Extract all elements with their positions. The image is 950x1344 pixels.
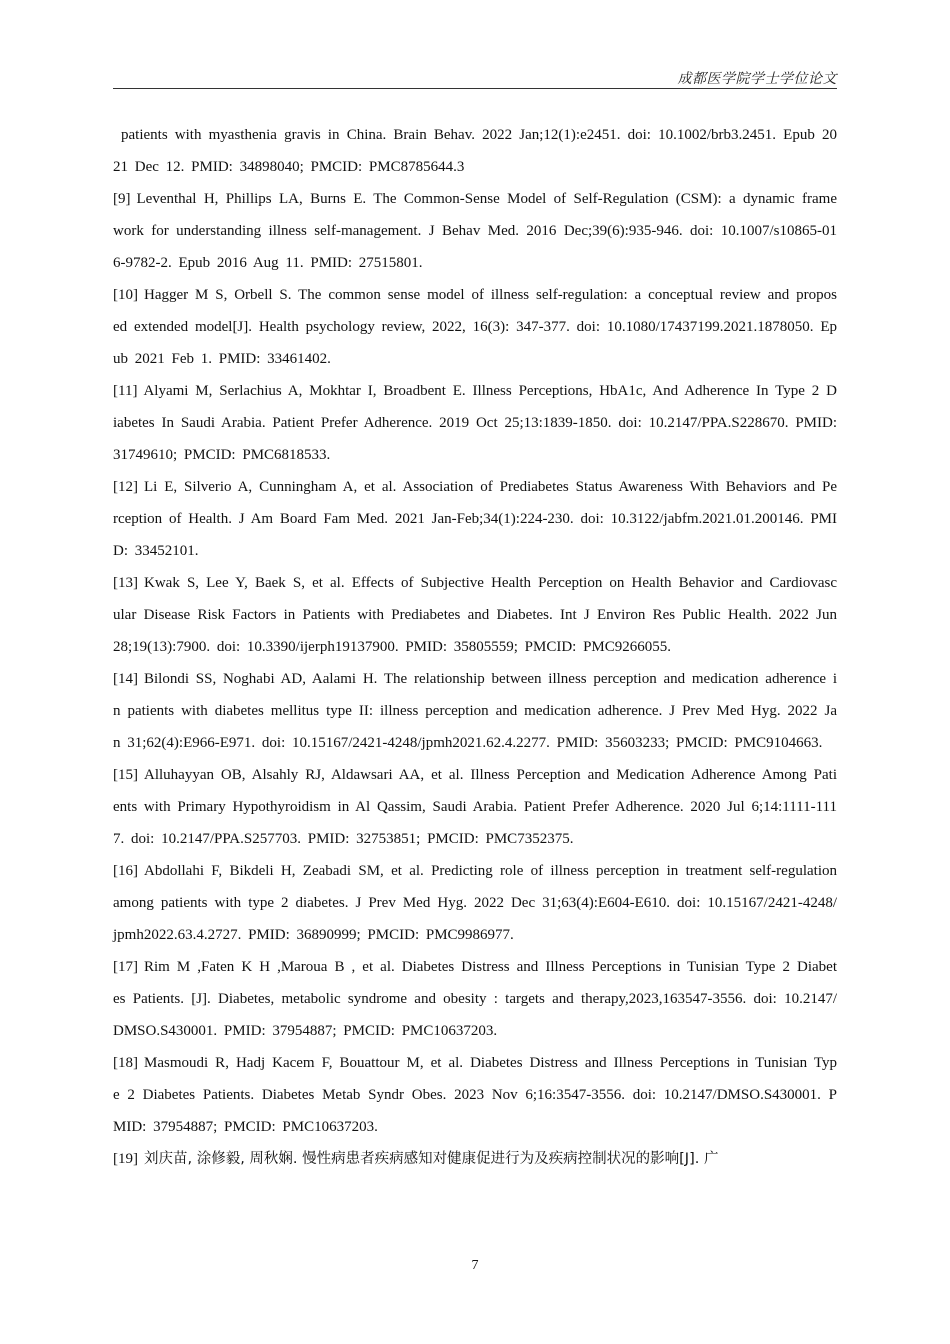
reference-text: Rim M ,Faten K H ,Maroua B , et al. Diabetes Distress and Illness Perceptions in Tunisian Type 2 Diabetes Patients. [J]. Diabetes, metabolic syndrome and obesity : targets and therapy,2023,163547-3556. doi: 10.2147/DMSO.S430001. PMID: 37954887; PMCID: PMC10637203. — [113, 959, 837, 1039]
reference-item — [113, 119, 837, 183]
reference-item — [113, 375, 837, 471]
reference-text: Bilondi SS, Noghabi AD, Aalami H. The relationship between illness perception and medication adherence in patients with diabetes mellitus type II: illness perception and medication adherence. J Prev Med Hyg. 2022 Jan 31;62(4):E966-E971. doi: 10.15167/2421-4248/jpmh2021.62.4.2277. PMID: 35603233; PMCID: PMC9104663. — [113, 671, 837, 751]
reference-text: 刘庆苗, 涂修毅, 周秋娴. 慢性病患者疾病感知对健康促进行为及疾病控制状况的影响[J]. 广 — [144, 1151, 719, 1167]
reference-number: [10] — [113, 287, 138, 303]
reference-number: [18] — [113, 1055, 138, 1071]
reference-item — [113, 567, 837, 663]
reference-number: [14] — [113, 671, 138, 687]
page-number: 7 — [471, 1258, 479, 1273]
reference-text: Li E, Silverio A, Cunningham A, et al. Association of Prediabetes Status Awareness With Behaviors and Perception of Health. J Am Board Fam Med. 2021 Jan-Feb;34(1):224-230. doi: 10.3122/jabfm.2021.01.200146. PMID: 33452101. — [113, 479, 837, 559]
reference-number: [17] — [113, 959, 138, 975]
reference-number: [16] — [113, 863, 138, 879]
reference-item — [113, 663, 837, 759]
reference-item — [113, 1143, 837, 1175]
reference-item — [113, 759, 837, 855]
reference-item — [113, 279, 837, 375]
reference-item — [113, 471, 837, 567]
reference-text: Kwak S, Lee Y, Baek S, et al. Effects of Subjective Health Perception on Health Behavior and Cardiovascular Disease Risk Factors in Patients with Prediabetes and Diabetes. Int J Environ Res Public Health. 2022 Jun 28;19(13):7900. doi: 10.3390/ijerph19137900. PMID: 35805559; PMCID: PMC9266055. — [113, 575, 837, 655]
reference-list — [113, 119, 837, 1175]
reference-number: [13] — [113, 575, 138, 591]
reference-item — [113, 1047, 837, 1143]
reference-text: Hagger M S, Orbell S. The common sense model of illness self-regulation: a conceptual review and proposed extended model[J]. Health psychology review, 2022, 16(3): 347-377. doi: 10.1080/17437199.2021.1878050. Epub 2021 Feb 1. PMID: 33461402. — [113, 287, 837, 367]
header-title: 成都医学院学士学位论文 — [677, 71, 837, 87]
reference-text: patients with myasthenia gravis in China. Brain Behav. 2022 Jan;12(1):e2451. doi: 10.1002/brb3.2451. Epub 2021 Dec 12. PMID: 34898040; PMCID: PMC8785644.3 — [113, 127, 837, 175]
reference-text: Alluhayyan OB, Alsahly RJ, Aldawsari AA, et al. Illness Perception and Medication Adherence Among Patients with Primary Hypothyroidism in Al Qassim, Saudi Arabia. Patient Prefer Adherence. 2020 Jul 6;14:1111-1117. doi: 10.2147/PPA.S257703. PMID: 32753851; PMCID: PMC7352375. — [113, 767, 837, 847]
reference-item — [113, 951, 837, 1047]
reference-text: Alyami M, Serlachius A, Mokhtar I, Broadbent E. Illness Perceptions, HbA1c, And Adherence In Type 2 Diabetes In Saudi Arabia. Patient Prefer Adherence. 2019 Oct 25;13:1839-1850. doi: 10.2147/PPA.S228670. PMID: 31749610; PMCID: PMC6818533. — [113, 383, 837, 463]
reference-item — [113, 183, 837, 279]
reference-number: [15] — [113, 767, 138, 783]
reference-item — [113, 855, 837, 951]
reference-number: [11] — [113, 383, 138, 399]
page-header — [113, 66, 837, 89]
reference-text: Leventhal H, Phillips LA, Burns E. The Common-Sense Model of Self-Regulation (CSM): a dynamic framework for understanding illness self-management. J Behav Med. 2016 Dec;39(6):935-946. doi: 10.1007/s10865-016-9782-2. Epub 2016 Aug 11. PMID: 27515801. — [113, 191, 837, 271]
reference-number: [12] — [113, 479, 138, 495]
reference-text: Masmoudi R, Hadj Kacem F, Bouattour M, et al. Diabetes Distress and Illness Perceptions in Tunisian Type 2 Diabetes Patients. Diabetes Metab Syndr Obes. 2023 Nov 6;16:3547-3556. doi: 10.2147/DMSO.S430001. PMID: 37954887; PMCID: PMC10637203. — [113, 1055, 837, 1135]
reference-number: [9] — [113, 191, 131, 207]
reference-number: [19] — [113, 1151, 138, 1167]
reference-text: Abdollahi F, Bikdeli H, Zeabadi SM, et al. Predicting role of illness perception in treatment self-regulation among patients with type 2 diabetes. J Prev Med Hyg. 2022 Dec 31;63(4):E604-E610. doi: 10.15167/2421-4248/jpmh2022.63.4.2727. PMID: 36890999; PMCID: PMC9986977. — [113, 863, 837, 943]
